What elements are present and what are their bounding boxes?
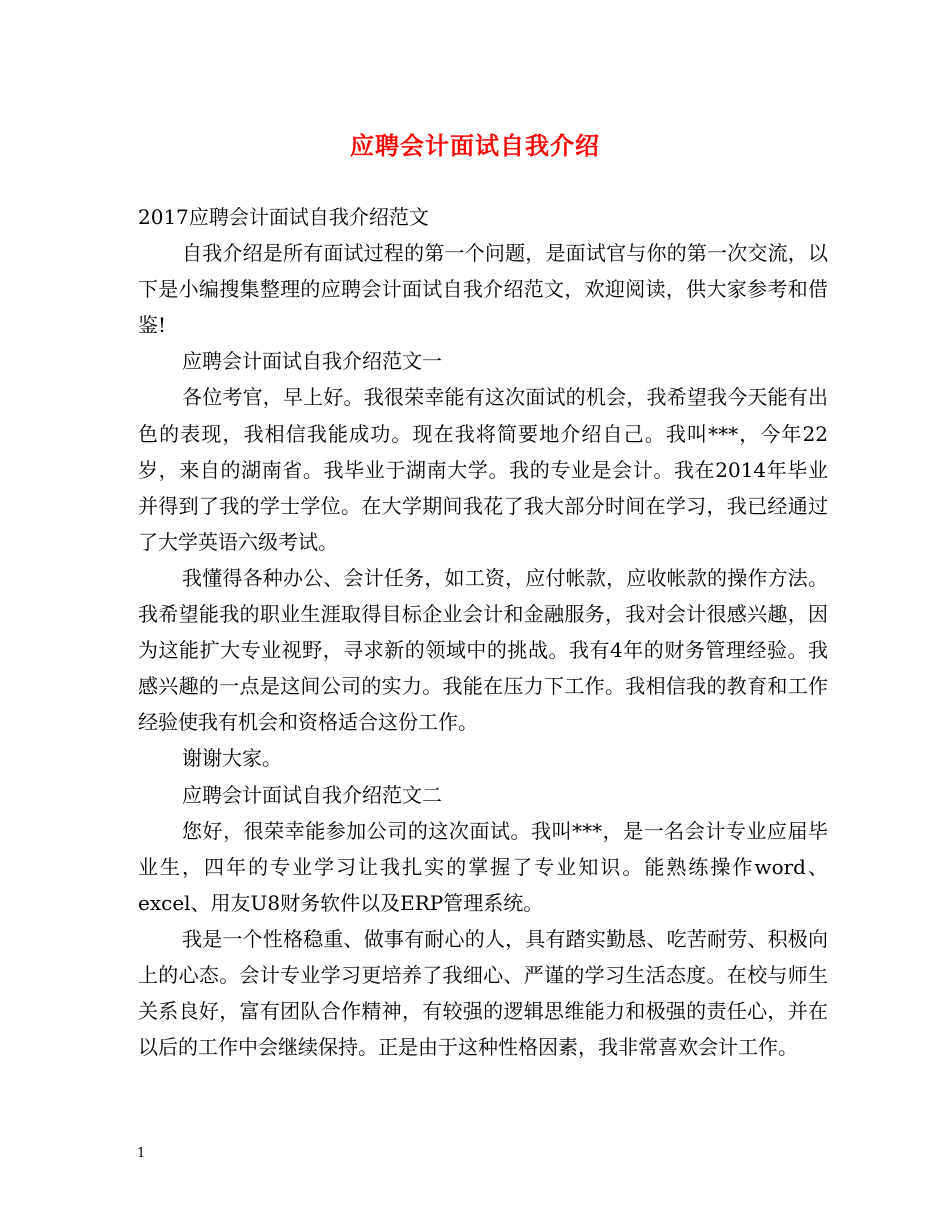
closing-paragraph: 谢谢大家。 <box>182 746 282 771</box>
body-paragraph: 我是一个性格稳重、做事有耐心的人，具有踏实勤恳、吃苦耐劳、积极向上的心态。会计专业学习更培养了我细心、严谨的学习生活态度。在校与师生关系良好，富有团队合作精神，有较强的逻辑思维能力和极强的责任心，并在以后的工作中会继续保持。正是由于这种性格因素，我非常喜欢会计工作。 <box>138 926 828 1060</box>
section-heading-two: 应聘会计面试自我介绍范文二 <box>182 782 442 807</box>
subtitle-paragraph: 2017应聘会计面试自我介绍范文 <box>138 205 429 229</box>
body-paragraph: 各位考官，早上好。我很荣幸能有这次面试的机会，我希望我今天能有出色的表现，我相信我能成功。现在我将简要地介绍自己。我叫***，今年22岁，来自的湖南省。我毕业于湖南大学。我的专业是会计。我在2014年毕业并得到了我的学士学位。在大学期间我花了我大部分时间在学习，我已经通过了大学英语六级考试。 <box>138 385 828 554</box>
body-paragraph: 您好，很荣幸能参加公司的这次面试。我叫***，是一名会计专业应届毕业生，四年的专业学习让我扎实的掌握了专业知识。能熟练操作word、excel、用友U8财务软件以及ERP管理系统。 <box>138 818 828 915</box>
document-title: 应聘会计面试自我介绍 <box>350 131 600 160</box>
section-heading-one: 应聘会计面试自我介绍范文一 <box>182 349 442 374</box>
intro-paragraph: 自我介绍是所有面试过程的第一个问题，是面试官与你的第一次交流，以下是小编搜集整理的应聘会计面试自我介绍范文，欢迎阅读，供大家参考和借鉴! <box>138 241 828 338</box>
body-paragraph: 我懂得各种办公、会计任务，如工资，应付帐款，应收帐款的操作方法。我希望能我的职业生涯取得目标企业会计和金融服务，我对会计很感兴趣，因为这能扩大专业视野，寻求新的领域中的挑战。我有4年的财务管理经验。我感兴趣的一点是这间公司的实力。我能在压力下工作。我相信我的教育和工作经验使我有机会和资格适合这份工作。 <box>138 565 828 735</box>
document-body <box>138 199 828 1065</box>
page-number: 1 <box>137 1146 146 1161</box>
